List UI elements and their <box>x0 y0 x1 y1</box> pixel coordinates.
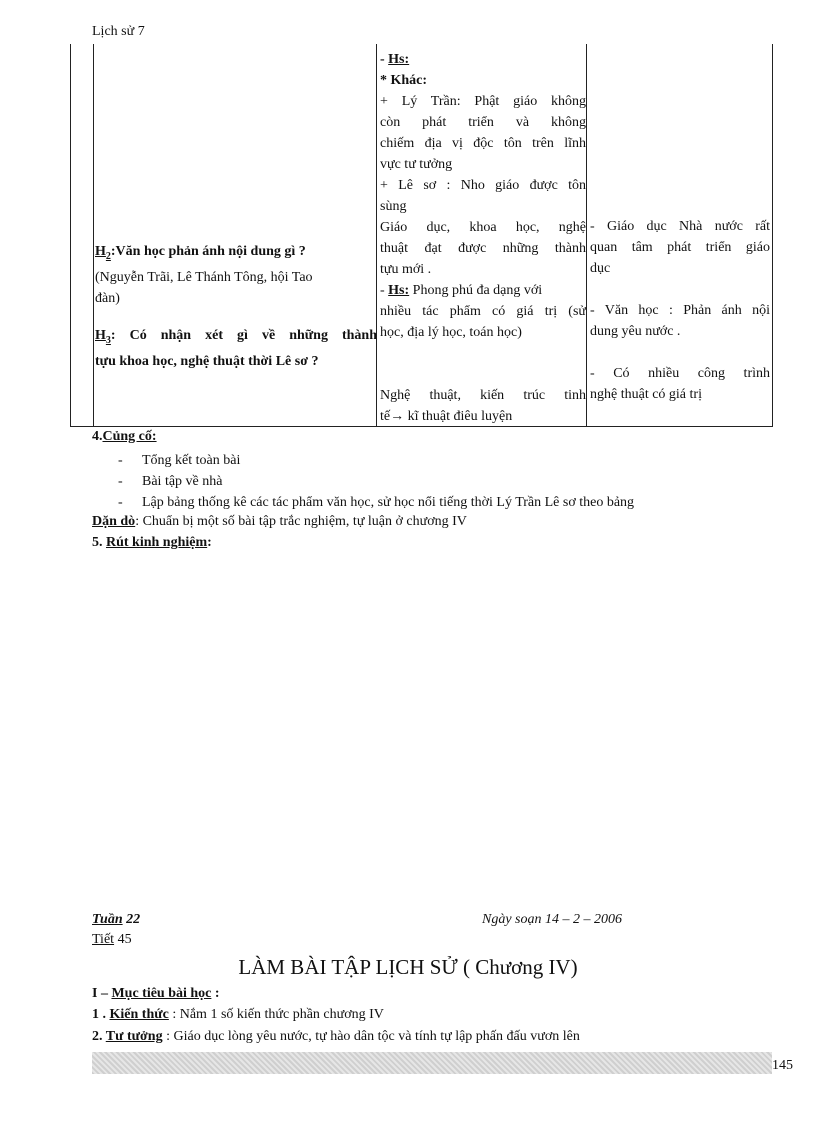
running-header: Lịch sử 7 <box>92 24 145 39</box>
page-number: 145 <box>772 1058 793 1073</box>
objective-thought: 2. Tư tưởng : Giáo dục lòng yêu nước, tự hào dân tộc và tính tự lập phấn đấu vươn lên <box>92 1029 580 1044</box>
hs-label: Hs: <box>388 52 410 67</box>
period-label: Tiết 45 <box>92 932 132 947</box>
objectives-heading: I – Mục tiêu bài học : <box>92 986 220 1001</box>
list-item: - Tổng kết toàn bài <box>118 450 634 471</box>
cung-co-heading: 4.Củng cố: <box>92 429 157 444</box>
khac-label: * Khác: <box>380 73 428 88</box>
lesson-title: LÀM BÀI TẬP LỊCH SỬ ( Chương IV) <box>238 955 578 979</box>
dan-do: Dặn dò: Chuẩn bị một số bài tập trắc nghiệm, tự luận ở chương IV <box>92 514 467 529</box>
objective-knowledge: 1 . Kiến thức : Nắm 1 số kiến thức phần chương IV <box>92 1007 384 1022</box>
answer-art: Nghệ thuật, kiến trúc tinh tế→ kĩ thuật điêu luyện <box>380 388 586 424</box>
prep-date: Ngày soạn 14 – 2 – 2006 <box>482 912 622 927</box>
answers-column: - Hs: * Khác: + Lý Trần: Phật giáo không còn phát triển và không chiếm địa vị độc tôn trên lĩnh vực tư tưởng + Lê sơ : Nho giáo được tôn sùng Giáo dục, khoa học, nghệ thuật đạt được những thành tựu mới . - Hs: Phong phú đa dạng với nhiều tác phẩm có giá trị (sử học, địa lý học, toán học) <box>380 52 586 340</box>
week-label: Tuần 22 <box>92 912 141 927</box>
question-h2-note: (Nguyễn Trãi, Lê Thánh Tông, hội Tao <box>95 269 313 285</box>
hs-label-2: Hs: <box>388 283 410 298</box>
conclusion-art: - Có nhiều công trình nghệ thuật có giá trị <box>590 366 770 402</box>
table-border-right <box>772 44 773 427</box>
cung-co-list <box>118 450 634 513</box>
list-item: - Lập bảng thống kê các tác phẩm văn học, sử học nổi tiếng thời Lý Trần Lê sơ theo bảng <box>118 492 634 513</box>
footer-bar <box>92 1052 772 1074</box>
question-h2: $H_2:Văn$ học phản ánh nội dung gì ? (Nguyễn Trãi, Lê Thánh Tông, hội Tao đàn) <box>95 241 377 309</box>
table-divider-2 <box>586 44 587 427</box>
table-border-left <box>70 44 71 427</box>
conclusion-education: - Giáo dục Nhà nước rất quan tâm phát triển giáo dục <box>590 219 770 276</box>
table-border-inner <box>93 44 94 427</box>
rut-kinh-nghiem-heading: 5. Rút kinh nghiệm: <box>92 535 212 550</box>
list-item: - Bài tập về nhà <box>118 471 634 492</box>
conclusion-literature: - Văn học : Phản ánh nội dung yêu nước . <box>590 303 770 339</box>
question-h3: $H_3$: Có nhận xét gì về những thành tựu khoa học, nghệ thuật thời Lê sơ ? <box>95 328 377 369</box>
